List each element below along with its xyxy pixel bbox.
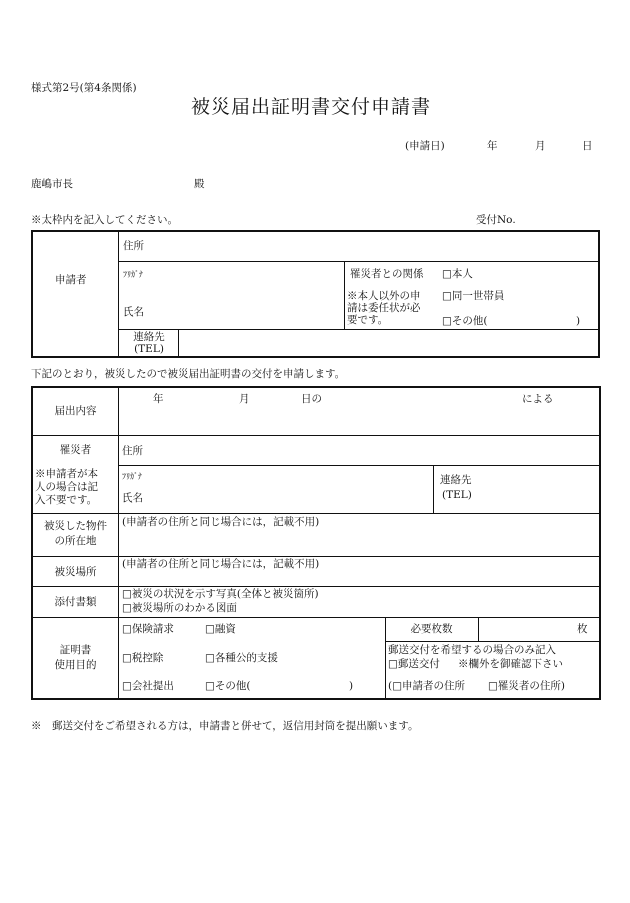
purpose-other-close: ): [349, 680, 354, 692]
purpose-loan-checkbox[interactable]: □融資: [205, 623, 236, 635]
purpose-other-checkbox[interactable]: □その他(: [205, 680, 251, 692]
victim-address-label: 住所: [122, 445, 143, 457]
copies-label: 必要枚数: [410, 623, 453, 635]
honorific: 殿: [194, 178, 205, 190]
addressee: 鹿嶋市長: [31, 178, 73, 190]
date-year-unit: 年: [487, 140, 498, 152]
report-month-unit: 月: [239, 393, 250, 405]
relation-household-checkbox[interactable]: □同一世帯員: [442, 290, 505, 302]
purpose-label: 証明書 使用目的: [54, 644, 97, 671]
attachments-label: 添付書類: [54, 596, 97, 608]
relation-other-checkbox[interactable]: □その他(: [442, 315, 488, 327]
receipt-number-label: 受付No.: [476, 214, 516, 226]
mail-confirm-note: ※欄外を御確認下さい: [458, 658, 563, 670]
property-location-label: 被災した物件 の所在地: [44, 520, 107, 547]
mail-victim-address-checkbox[interactable]: □罹災者の住所): [488, 680, 566, 692]
application-date-label: (申請日): [405, 140, 445, 152]
thick-frame-note: ※太枠内を記入してください。: [31, 214, 178, 226]
applicant-contact-label: 連絡先 (TEL): [133, 331, 165, 355]
victim-furigana-label: ﾌﾘｶﾞﾅ: [122, 472, 142, 481]
application-statement: 下記のとおり，被災したので被災届出証明書の交付を申請します。: [31, 368, 346, 380]
report-content-label: 届出内容: [54, 405, 97, 417]
date-day-unit: 日: [582, 140, 593, 152]
victim-name-label: 氏名: [122, 492, 143, 504]
applicant-section: [31, 230, 600, 358]
property-location-note: (申請者の住所と同じ場合には，記載不用): [122, 516, 320, 528]
date-month-unit: 月: [535, 140, 546, 152]
relation-other-close: ): [576, 315, 581, 327]
form-number: 様式第2号(第4条関係): [31, 82, 137, 94]
report-day-of: 日の: [301, 393, 322, 405]
purpose-tax-checkbox[interactable]: □税控除: [122, 652, 164, 664]
attachment-map-checkbox[interactable]: □被災場所のわかる図面: [122, 602, 237, 614]
copies-unit: 枚: [577, 623, 588, 635]
purpose-insurance-checkbox[interactable]: □保険請求: [122, 623, 174, 635]
mail-applicant-address-checkbox[interactable]: (□申請者の住所: [388, 680, 466, 692]
applicant-section-label: 申請者: [55, 274, 87, 286]
mail-note: 郵送交付を希望するの場合のみ記入: [388, 644, 556, 656]
proxy-note: ※本人以外の申 請は委任状が必 要です。: [347, 290, 421, 326]
footer-note: ※ 郵送交付をご希望される方は，申請書と併せて，返信用封筒を提出願います。: [31, 720, 419, 732]
disaster-place-label: 被災場所: [54, 566, 97, 578]
report-year-unit: 年: [153, 393, 164, 405]
victim-tel-label: (TEL): [442, 489, 472, 501]
applicant-address-label: 住所: [123, 240, 144, 252]
relation-label: 罹災者との関係: [350, 268, 424, 280]
disaster-place-note: (申請者の住所と同じ場合には，記載不用): [122, 558, 320, 570]
attachment-photo-checkbox[interactable]: □被災の状況を示す写真(全体と被災箇所): [122, 588, 319, 600]
applicant-name-label: 氏名: [123, 306, 144, 318]
purpose-support-checkbox[interactable]: □各種公的支援: [205, 652, 278, 664]
report-by-suffix: による: [522, 393, 554, 405]
relation-self-checkbox[interactable]: □本人: [442, 268, 473, 280]
form-title: 被災届出証明書交付申請書: [191, 96, 432, 118]
details-section: [31, 386, 601, 700]
victim-note: ※申請者が本 人の場合は記 入不要です。: [35, 468, 98, 506]
victim-label: 罹災者: [59, 444, 92, 456]
purpose-company-checkbox[interactable]: □会社提出: [122, 680, 174, 692]
applicant-furigana-label: ﾌﾘｶﾞﾅ: [123, 270, 143, 279]
mail-delivery-checkbox[interactable]: □郵送交付: [388, 658, 440, 670]
victim-contact-label: 連絡先: [440, 474, 472, 486]
